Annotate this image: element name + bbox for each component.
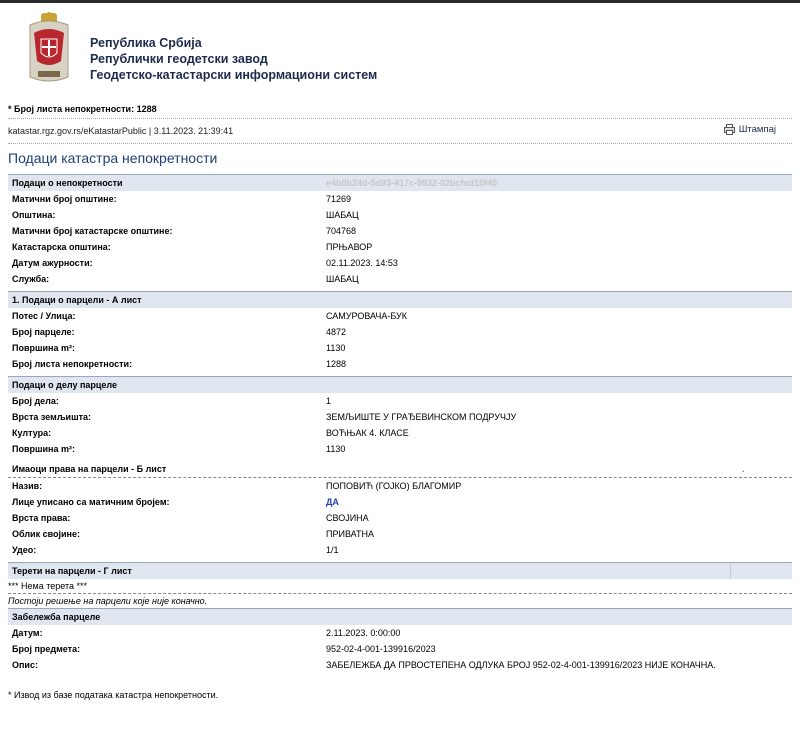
section-heading-encumbrances xyxy=(8,562,792,579)
field-label: Матични број катастарске општине: xyxy=(12,226,173,236)
table-row xyxy=(8,441,792,457)
field-label: Катастарска општина: xyxy=(12,242,111,252)
field-value: ПРЊАВОР xyxy=(326,242,373,252)
table-row xyxy=(8,308,792,324)
table-row xyxy=(8,340,792,356)
table-row xyxy=(8,255,792,271)
field-label: Датум: xyxy=(12,628,43,638)
divider xyxy=(8,118,792,119)
institution-block xyxy=(90,35,377,83)
field-value: ДА xyxy=(326,497,339,507)
table-row xyxy=(8,625,792,641)
table-row xyxy=(8,223,792,239)
table-row xyxy=(8,324,792,340)
field-value: 952-02-4-001-139916/2023 xyxy=(326,644,436,654)
table-row xyxy=(8,356,792,372)
table-row xyxy=(8,425,792,441)
field-value: ЗАБЕЛЕЖБА ДА ПРВОСТЕПЕНА ОДЛУКА БРОЈ 952-02-4-001-139916/2023 НИЈЕ КОНАЧНА. xyxy=(326,660,716,670)
table-row xyxy=(8,510,792,526)
field-value: ВОЋЊАК 4. КЛАСЕ xyxy=(326,428,409,438)
property-id: e4b0b24d-5d93-417c-9932-02bcfad10f45 xyxy=(326,178,498,188)
field-value: ПРИВАТНА xyxy=(326,529,374,539)
field-label: Датум ажурности: xyxy=(12,258,93,268)
table-row xyxy=(8,207,792,223)
section-title: Забележба парцеле xyxy=(12,612,101,622)
section-heading-annotation xyxy=(8,608,792,625)
field-value: ШАБАЦ xyxy=(326,274,359,284)
pending-decision-note: Постоји решење на парцели које није коначно. xyxy=(8,596,208,606)
print-button[interactable] xyxy=(724,124,776,135)
field-value: 4872 xyxy=(326,327,347,337)
field-value: 1130 xyxy=(326,343,346,353)
table-row xyxy=(8,478,792,494)
section-heading-parcel-part xyxy=(8,376,792,393)
field-value: ЗЕМЉИШТЕ У ГРАЂЕВИНСКОМ ПОДРУЧЈУ xyxy=(326,412,517,422)
section-heading-parcel xyxy=(8,291,792,308)
field-label: Облик својине: xyxy=(12,529,80,539)
field-value: ПОПОВИЋ (ГОЈКО) БЛАГОМИР xyxy=(326,481,462,491)
field-value: ШАБАЦ xyxy=(326,210,359,220)
field-value: 02.11.2023. 14:53 xyxy=(326,258,398,268)
field-label: Врста права: xyxy=(12,513,71,523)
field-value: 1130 xyxy=(326,444,346,454)
field-value: 704768 xyxy=(326,226,357,236)
field-label: Општина: xyxy=(12,210,56,220)
section-title: 1. Подаци о парцели - А лист xyxy=(12,295,142,305)
sheet-number: * Број листа непокретности: 1288 xyxy=(8,104,157,114)
field-value: СВОЈИНА xyxy=(326,513,369,523)
field-label: Површина m²: xyxy=(12,444,75,454)
no-encumbrances-note: *** Нема терета *** xyxy=(8,581,87,591)
institution-line-3: Геодетско-катастарски информациони систем xyxy=(90,68,378,82)
footer-note: * Извод из базе података катастра непокретности. xyxy=(8,690,219,700)
table-row xyxy=(8,191,792,207)
table-row xyxy=(8,542,792,558)
field-label: Површина m²: xyxy=(12,343,75,353)
table-row xyxy=(8,393,792,409)
field-label: Број парцеле: xyxy=(12,327,75,337)
field-label: Број листа непокретности: xyxy=(12,359,133,369)
field-value: 1288 xyxy=(326,359,347,369)
section-title: Подаци о непокретности xyxy=(12,178,123,188)
field-label: Број дела: xyxy=(12,396,59,406)
field-label: Назив: xyxy=(12,481,43,491)
field-label: Број предмета: xyxy=(12,644,81,654)
field-label: Лице уписано са матичним бројем: xyxy=(12,497,170,507)
section-title: Подаци о делу парцеле xyxy=(12,380,118,390)
table-row xyxy=(8,641,792,657)
field-value: 2.11.2023. 0:00:00 xyxy=(326,628,401,638)
table-row xyxy=(8,239,792,255)
field-label: Потес / Улица: xyxy=(12,311,76,321)
table-row xyxy=(8,657,792,673)
field-value: 1 xyxy=(326,396,332,406)
field-label: Матични број општине: xyxy=(12,194,117,204)
institution-line-1: Република Србија xyxy=(90,36,202,50)
field-label: Култура: xyxy=(12,428,52,438)
table-row xyxy=(8,526,792,542)
page-header xyxy=(0,3,800,91)
section-title: Терети на парцели - Г лист xyxy=(12,566,132,576)
page-title: Подаци катастра непокретности xyxy=(8,150,218,166)
field-label: Удео: xyxy=(12,545,37,555)
field-label: Опис: xyxy=(12,660,38,670)
field-label: Врста земљишта: xyxy=(12,412,91,422)
section-title: Имаоци права на парцели - Б лист xyxy=(12,464,167,474)
source-line: katastar.rgz.gov.rs/eKatastarPublic | 3.11.2023. 21:39:41 xyxy=(8,126,234,136)
section-heading-property xyxy=(8,174,792,191)
field-value: 1/1 xyxy=(326,545,339,555)
institution-line-2: Републички геодетски завод xyxy=(90,52,268,66)
section-heading-owners: Имаоци права на парцели - Б лист . xyxy=(12,464,745,474)
divider xyxy=(8,143,792,144)
cadastre-report xyxy=(8,174,792,673)
table-row xyxy=(8,271,792,287)
printer-icon xyxy=(724,124,735,135)
print-label[interactable]: Штампај xyxy=(738,124,776,135)
table-row xyxy=(8,409,792,425)
field-value: САМУРОВАЧА-БУК xyxy=(326,311,407,321)
table-row xyxy=(8,494,792,510)
field-label: Служба: xyxy=(12,274,50,284)
serbia-coat-of-arms-icon xyxy=(26,11,72,85)
field-value: 71269 xyxy=(326,194,352,204)
